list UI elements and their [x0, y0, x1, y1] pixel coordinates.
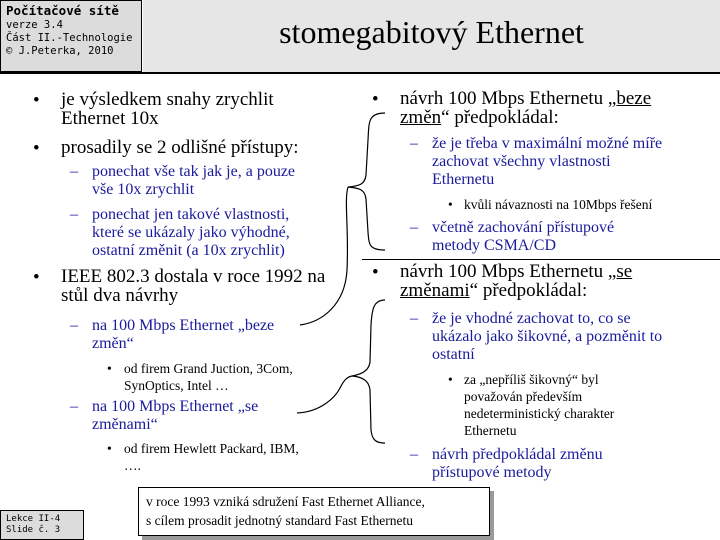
quoted-term: změnami [400, 280, 470, 301]
quoted-term: „se [607, 261, 633, 282]
course-name: Počítačové sítě [6, 3, 119, 18]
slide-footer [0, 510, 84, 540]
left-sub-item: ponechat vše tak jak je, a pouze vše 10x zrychlit [92, 163, 296, 198]
bullet-marker: • [33, 90, 40, 111]
dash-marker: – [70, 398, 78, 415]
left-detail-item: od firem Hewlett Packard, IBM, …. [124, 441, 299, 473]
version-label: verze 3.4 [6, 19, 63, 31]
dash-marker: – [410, 219, 418, 236]
left-detail-item: od firem Grand Juction, 3Com, SynOptics, Intel … [124, 361, 293, 393]
dash-marker: – [410, 446, 418, 463]
lesson-label: Lekce II-4 [6, 514, 61, 524]
right-detail-item: kvůli návaznosti na 10Mbps řešení [464, 197, 653, 212]
right-detail-item: za „nepříliš šikovný“ byl považován především nedeterministický charakter Ethernetu [464, 372, 615, 438]
fast-ethernet-alliance-note: v roce 1993 vzniká sdružení Fast Ethernet Alliance, s cílem prosadit jednotný standard Fast Ethernetu [138, 487, 490, 536]
right-bullet-top: návrh 100 Mbps Ethernetu „beze změn“ předpokládal: [400, 88, 652, 128]
left-sub-item: ponechat jen takové vlastnosti, které se ukázaly jako výhodné, ostatní změnit (a 10x zrychlit) [92, 206, 290, 259]
slide-number: Slide č. 3 [6, 525, 61, 535]
right-sub-item: že je vhodné zachovat to, co se ukázalo jako šikovné, a pozměnit to ostatní [432, 310, 663, 363]
dot-marker: • [107, 361, 112, 376]
left-bullet-1: je výsledkem snahy zrychlit Ethernet 10x [61, 89, 274, 129]
bullet-marker: • [33, 267, 40, 288]
right-sub-item: že je třeba v maximální možné míře zachovat všechny vlastnosti Ethernetu [432, 135, 663, 188]
dash-marker: – [70, 163, 78, 180]
dash-marker: – [410, 310, 418, 327]
bullet-marker: • [33, 138, 40, 159]
dash-marker: – [70, 206, 78, 223]
part-label: Část II.-Technologie [6, 32, 133, 44]
left-bullet-3: IEEE 802.3 dostala v roce 1992 na stůl dva návrhy [61, 266, 326, 306]
quoted-term: změn [400, 107, 442, 128]
slide-title: stomegabitový Ethernet [279, 14, 584, 50]
left-bullet-2: prosadily se 2 odlišné přístupy: [61, 137, 299, 158]
dash-marker: – [70, 317, 78, 334]
author-label: © J.Peterka, 2010 [6, 45, 114, 57]
dot-marker: • [448, 197, 453, 212]
dot-marker: • [107, 441, 112, 456]
brace-bottom [352, 300, 385, 443]
right-bullet-bottom: návrh 100 Mbps Ethernetu „se změnami“ předpokládal: [400, 261, 633, 301]
right-sub-item: návrh předpokládal změnu přístupové metody [432, 446, 603, 481]
brace-top [348, 113, 385, 250]
right-sub-item: včetně zachování přístupové metody CSMA/CD [432, 219, 615, 254]
dot-marker: • [448, 372, 453, 387]
left-sub-item: na 100 Mbps Ethernet „beze změn“ [92, 317, 275, 352]
dash-marker: – [410, 135, 418, 152]
bullet-marker: • [372, 89, 379, 110]
bullet-marker: • [372, 262, 379, 283]
quoted-term: „beze [607, 88, 652, 109]
left-sub-item: na 100 Mbps Ethernet „se změnami“ [92, 398, 259, 433]
connector-bottom [297, 376, 352, 413]
